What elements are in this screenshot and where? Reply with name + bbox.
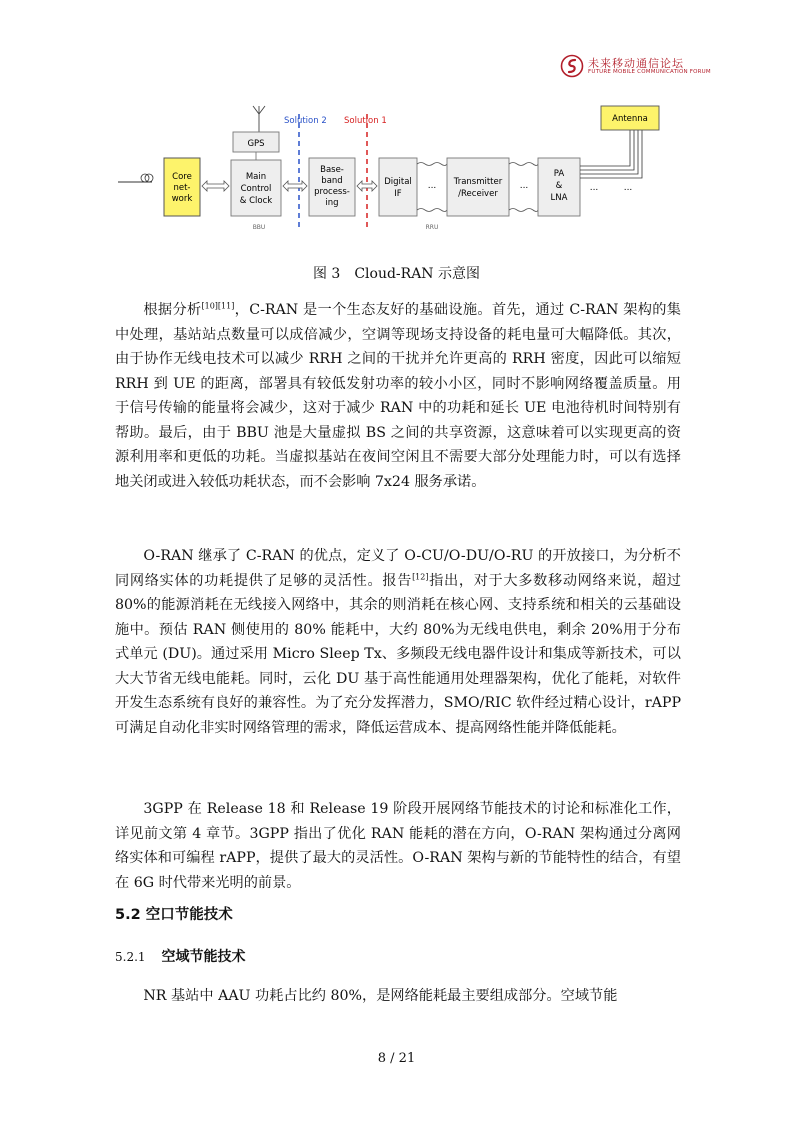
- link-arrow-icon: [202, 181, 229, 191]
- ellipsis-label: ...: [427, 181, 437, 191]
- antenna-label: Antenna: [612, 114, 648, 124]
- digital-if-label-1: Digital: [384, 177, 412, 187]
- link-arrow-icon: [283, 181, 307, 191]
- core-network-label-2: net-: [173, 183, 191, 193]
- baseband-label-4: ing: [325, 198, 339, 208]
- paragraph-2-start: O-RAN 继承了 C-RAN 的优点，定义了 O-CU/O-DU/O-RU 的开放接口，为分析不同网络实体的功耗提供了足够的灵活性。报告: [115, 548, 681, 589]
- cloud-ran-diagram: [110, 98, 670, 248]
- paragraph-1-rest: ，C-RAN 是一个生态友好的基础设施。首先，通过 C-RAN 架构的集中处理，基站站点数量可以成倍减少，空调等现场支持设备的耗电量可大幅降低。其次，由于协作无线电技术可以减少 RRH 之间的干扰并允许更高的 RRH 密度，因此可以缩短 RRH 到 UE 的距离，部署具有较低发射功率的较小小区，同时不影响网络覆盖质量。用于信号传输的能量将会减少，这对于减少 RAN 中的功耗和延长 UE 电池待机时间特别有帮助。最后，由于 BBU 池是大量虚拟 BS 之间的共享资源，这意味着可以实现更高的资源利用率和更低的功耗。当虚拟基站在夜间空闲且不需要大部分处理能力时，可以有选择地关闭或进入较低功耗状态，而不会影响 7x24 服务承诺。: [115, 302, 681, 490]
- page-number: 8 / 21: [377, 1051, 416, 1066]
- digital-if-label-2: IF: [394, 189, 402, 199]
- figure-caption: 图 3 Cloud-RAN 示意图: [312, 266, 481, 282]
- forum-logo: [560, 52, 711, 82]
- subsection-heading: [115, 946, 246, 966]
- paragraph-1: [115, 298, 681, 494]
- section-heading: 5.2 空口节能技术: [115, 907, 233, 923]
- ellipsis-label: ...: [589, 183, 599, 193]
- antenna-feed-lines: [580, 130, 642, 178]
- main-control-label-2: Control: [240, 184, 272, 194]
- trx-label-2: /Receiver: [458, 189, 498, 199]
- paragraph-2: [115, 544, 681, 740]
- core-network-label-1: Core: [172, 172, 192, 182]
- main-control-label-1: Main: [245, 172, 267, 182]
- pa-lna-label-1: PA: [553, 169, 565, 179]
- ellipsis-label: ...: [623, 183, 633, 193]
- paragraph-2-rest: 指出，对于大多数移动网络来说，超过 80%的能源消耗在无线接入网络中，其余的则消耗在核心网、支持系统和相关的云基础设施中。预估 RAN 侧使用的 80% 能耗中，大约 80%为无线电供电，剩余 20%用于分布式单元 (DU)。通过采用 Micro Sleep Tx、多频段无线电器件设计和集成等新技术，可以大大节省无线电能耗。同时，云化 DU 基于高性能通用处理器架构，优化了能耗，对软件开发生态系统有良好的兼容性。为了充分发挥潜力，SMO/RIC 软件经过精心设计，rAPP 可满足自动化非实时网络管理的需求，降低运营成本、提高网络性能并降低能耗。: [115, 572, 681, 736]
- ellipsis-label: ...: [519, 181, 529, 191]
- citation-10-11: [10][11]: [201, 301, 235, 311]
- rru-label: RRU: [425, 224, 439, 231]
- baseband-label-1: Base-: [320, 165, 344, 175]
- logo-mark-icon: [560, 54, 584, 78]
- bbu-label: BBU: [252, 224, 266, 231]
- pa-lna-label-2: &: [555, 181, 563, 191]
- gps-antenna-icon: [253, 106, 265, 132]
- main-control-label-3: & Clock: [239, 196, 273, 206]
- paragraph-4-text: NR 基站中 AAU 功耗占比约 80%，是网络能耗最主要组成部分。空域节能: [143, 988, 618, 1004]
- paragraph-3: [115, 797, 681, 895]
- paragraph-1-start: 根据分析: [143, 302, 202, 318]
- solution-2-label: Solution 2: [284, 116, 327, 126]
- transmitter-receiver-box: [447, 158, 509, 216]
- logo-chinese-text: 未来移动通信论坛: [588, 57, 684, 70]
- core-network-label-3: work: [171, 194, 193, 204]
- solution-1-label: Solution 1: [344, 116, 387, 126]
- citation-12: [12]: [412, 571, 429, 581]
- paragraph-3-text: 3GPP 在 Release 18 和 Release 19 阶段开展网络节能技术的讨论和标准化工作，详见前文第 4 章节。3GPP 指出了优化 RAN 能耗的潜在方向，O-RAN 架构通过分离网络实体和可编程 rAPP，提供了最大的灵活性。O-RAN 架构与新的节能特性的结合，有望在 6G 时代带来光明的前景。: [115, 801, 681, 891]
- gps-label: GPS: [247, 139, 265, 149]
- subsection-title: 空域节能技术: [161, 949, 246, 965]
- paragraph-4: [115, 984, 681, 1009]
- baseband-label-3: process-: [314, 187, 350, 197]
- trx-label-1: Transmitter: [453, 177, 503, 187]
- baseband-label-2: band: [321, 176, 343, 186]
- pa-lna-label-3: LNA: [550, 193, 568, 203]
- subsection-number: 5.2.1: [115, 950, 146, 964]
- digital-if-box: [379, 158, 417, 216]
- logo-english-text: FUTURE MOBILE COMMUNICATION FORUM: [588, 69, 711, 75]
